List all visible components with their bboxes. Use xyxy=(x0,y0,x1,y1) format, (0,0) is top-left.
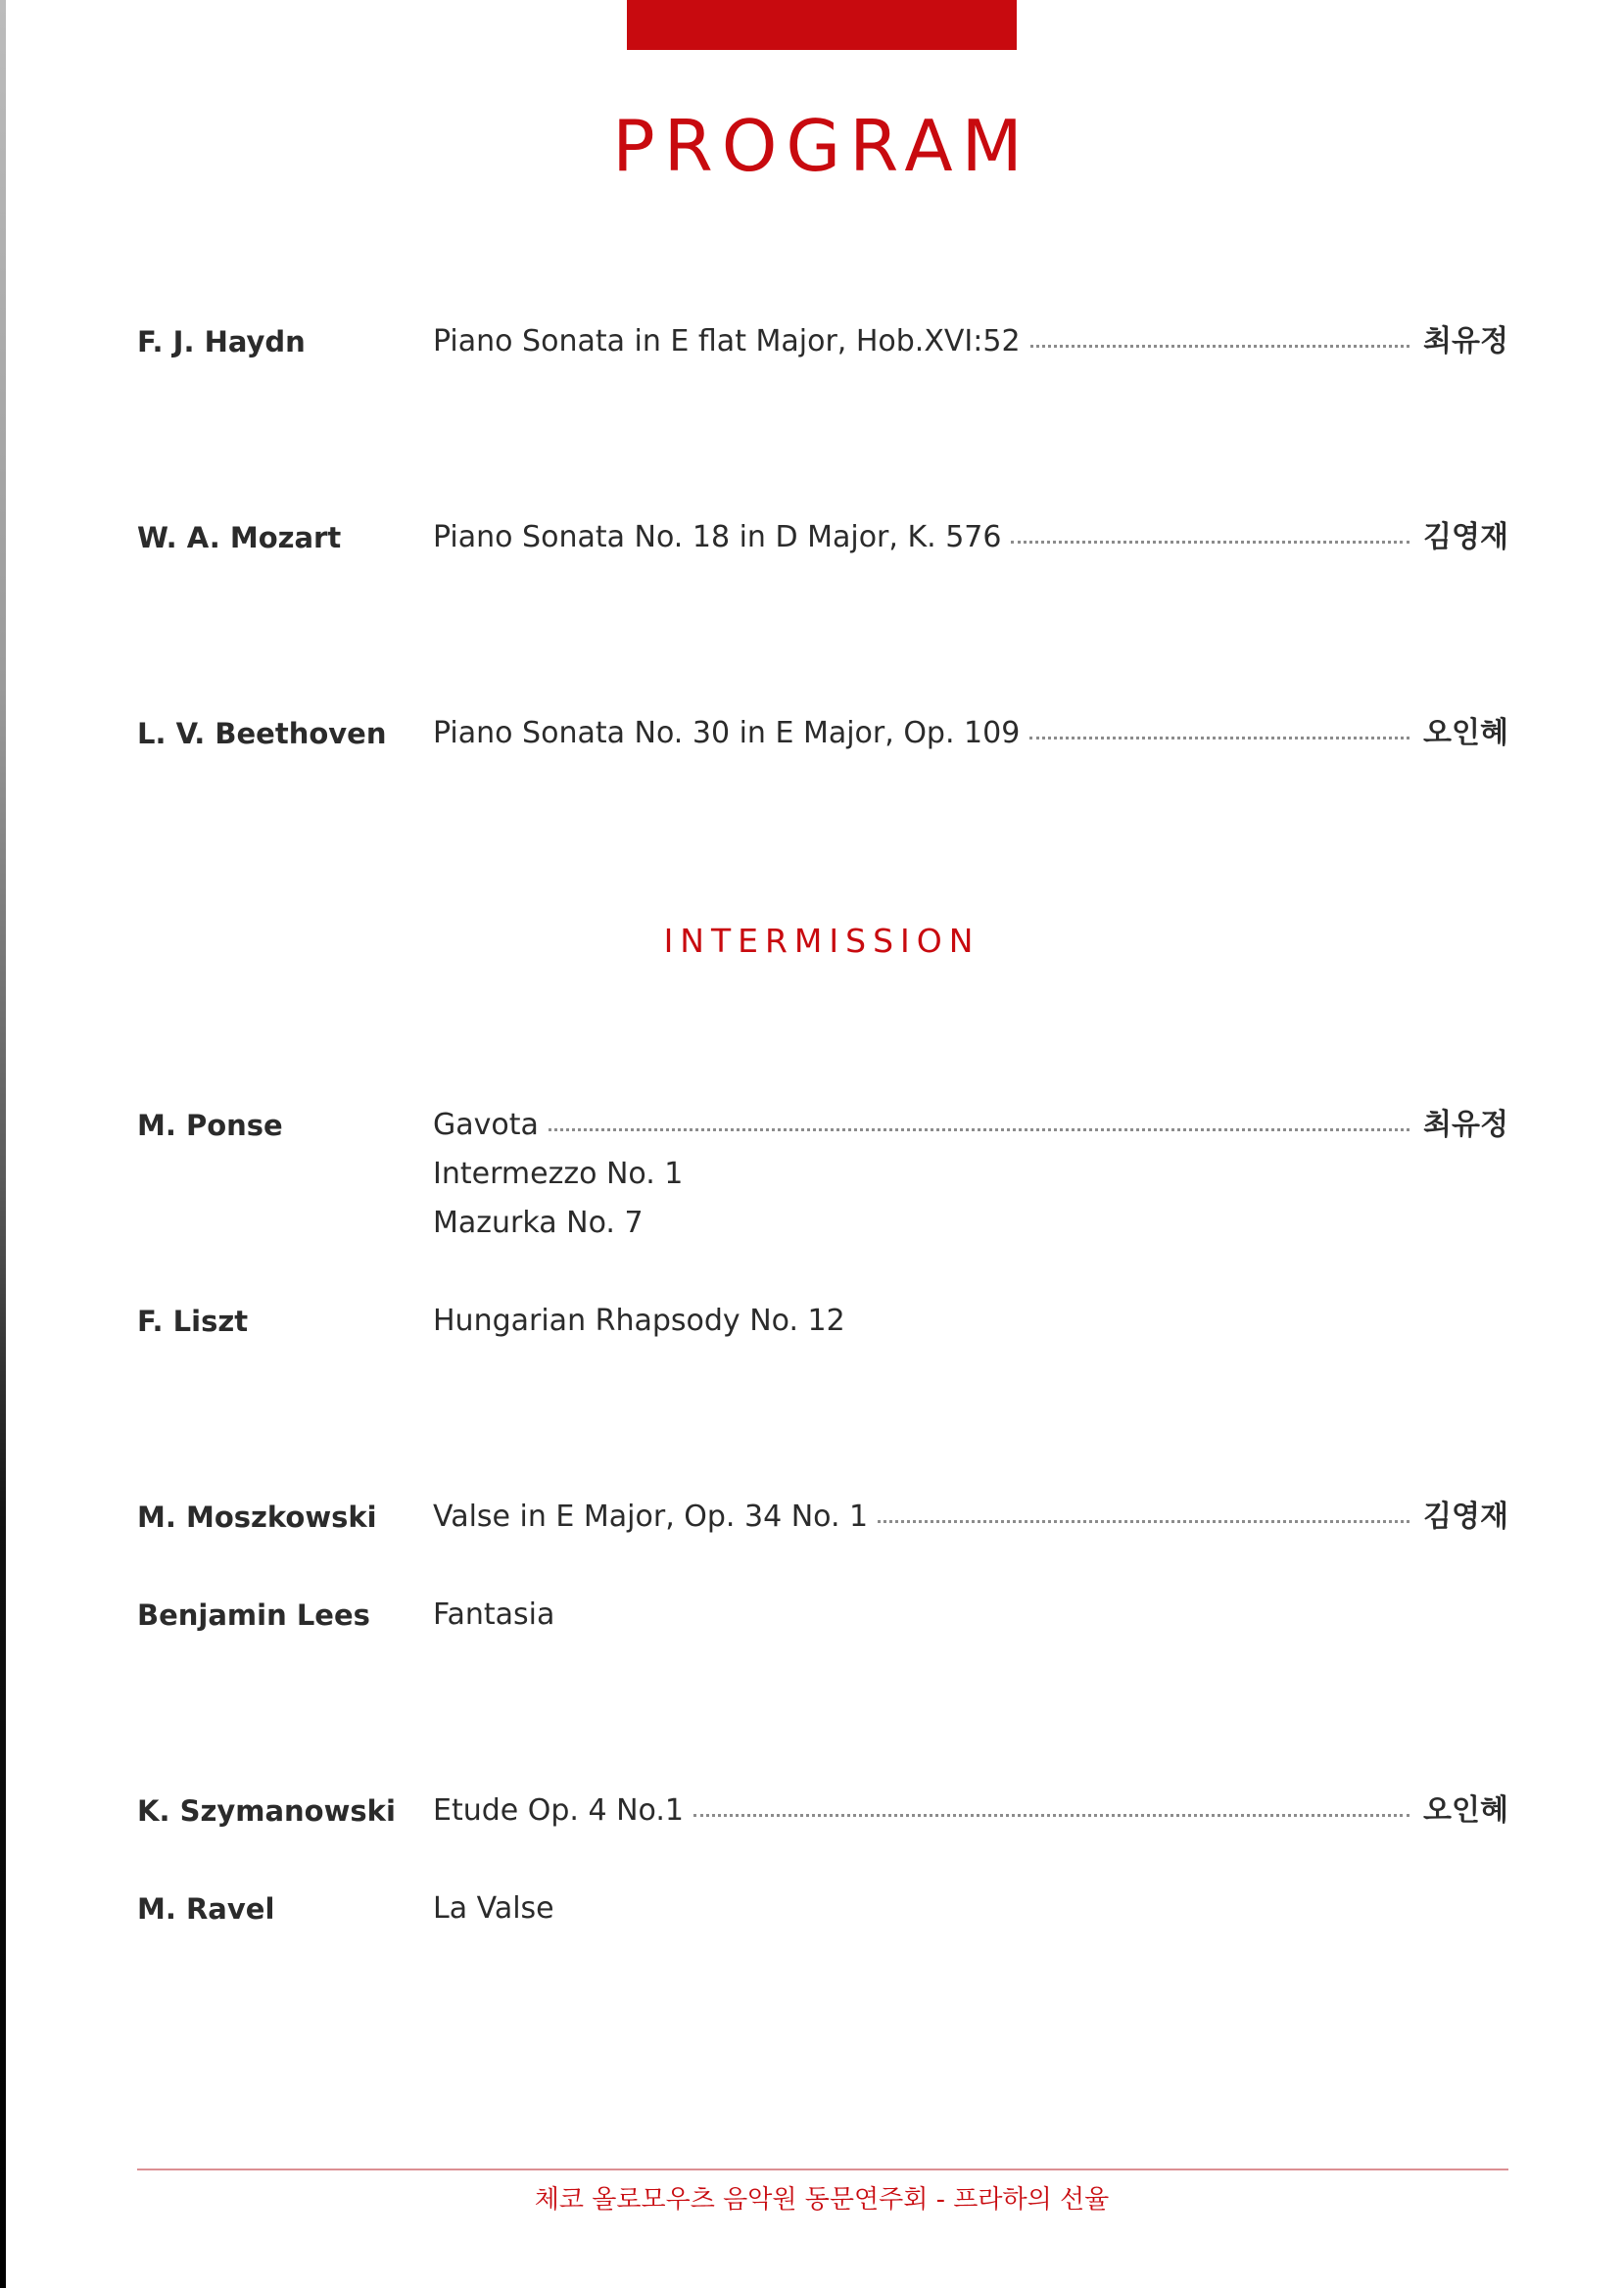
performer-name: 최유정 xyxy=(1423,1108,1508,1142)
dot-leader xyxy=(549,1128,1409,1131)
piece-title: Piano Sonata in E flat Major, Hob.XVI:52 xyxy=(433,324,1021,358)
footer-divider xyxy=(137,2169,1508,2170)
piece-line xyxy=(433,1591,1508,1640)
dot-leader xyxy=(878,1520,1409,1523)
program-row-lees xyxy=(137,1591,1508,1640)
footer-caption: 체코 올로모우츠 음악원 동문연주회 - 프라하의 선율 xyxy=(534,2185,1110,2215)
top-accent-bar xyxy=(627,0,1017,50)
performer-name: 오인혜 xyxy=(1423,716,1508,750)
piece-line xyxy=(433,1493,1508,1542)
piece-title: Etude Op. 4 No.1 xyxy=(433,1793,685,1828)
composer-name: F. J. Haydn xyxy=(137,325,306,358)
piece-title: Fantasia xyxy=(433,1597,555,1632)
dot-leader xyxy=(1011,541,1409,544)
piece-title: Gavota xyxy=(433,1108,539,1142)
piece-title: Intermezzo No. 1 xyxy=(433,1157,684,1191)
intermission-heading: INTERMISSION xyxy=(663,922,980,960)
piece-line xyxy=(433,1101,1508,1150)
composer-name: W. A. Mozart xyxy=(137,521,342,554)
composer-name: M. Ravel xyxy=(137,1892,275,1926)
piece-title: La Valse xyxy=(433,1891,554,1926)
composer-name: Benjamin Lees xyxy=(137,1598,370,1632)
dot-leader xyxy=(1029,737,1409,739)
program-row-szymanowski xyxy=(137,1787,1508,1835)
program-row-ravel xyxy=(137,1884,1508,1933)
piece-title: Mazurka No. 7 xyxy=(433,1206,644,1240)
performer-name: 최유정 xyxy=(1423,324,1508,358)
dot-leader xyxy=(1030,345,1410,348)
composer-name: K. Szymanowski xyxy=(137,1794,396,1828)
page-title: PROGRAM xyxy=(612,105,1031,187)
piece-line xyxy=(433,1884,1508,1933)
composer-name: M. Moszkowski xyxy=(137,1501,377,1534)
piece-line xyxy=(433,317,1508,366)
piece-line xyxy=(433,1787,1508,1835)
piece-title: Hungarian Rhapsody No. 12 xyxy=(433,1304,845,1338)
piece-title: Piano Sonata No. 30 in E Major, Op. 109 xyxy=(433,716,1021,750)
composer-name: F. Liszt xyxy=(137,1305,249,1338)
piece-line xyxy=(433,1150,1508,1199)
program-row-liszt xyxy=(137,1297,1508,1346)
piece-line xyxy=(433,513,1508,562)
performer-name: 오인혜 xyxy=(1423,1793,1508,1828)
performer-name: 김영재 xyxy=(1423,1500,1508,1534)
piece-line xyxy=(433,1297,1508,1346)
performer-name: 김영재 xyxy=(1423,520,1508,554)
program-row-beethoven xyxy=(137,709,1508,758)
dot-leader xyxy=(693,1814,1409,1817)
piece-title: Valse in E Major, Op. 34 No. 1 xyxy=(433,1500,869,1534)
piece-line xyxy=(433,709,1508,758)
composer-name: M. Ponse xyxy=(137,1109,283,1142)
piece-line xyxy=(433,1199,1508,1248)
page-edge-shadow xyxy=(0,0,6,2288)
program-row-moszkowski xyxy=(137,1493,1508,1542)
program-row-ponse xyxy=(137,1101,1508,1258)
program-row-mozart xyxy=(137,513,1508,562)
composer-name: L. V. Beethoven xyxy=(137,717,387,750)
program-row-haydn xyxy=(137,317,1508,366)
piece-title: Piano Sonata No. 18 in D Major, K. 576 xyxy=(433,520,1002,554)
